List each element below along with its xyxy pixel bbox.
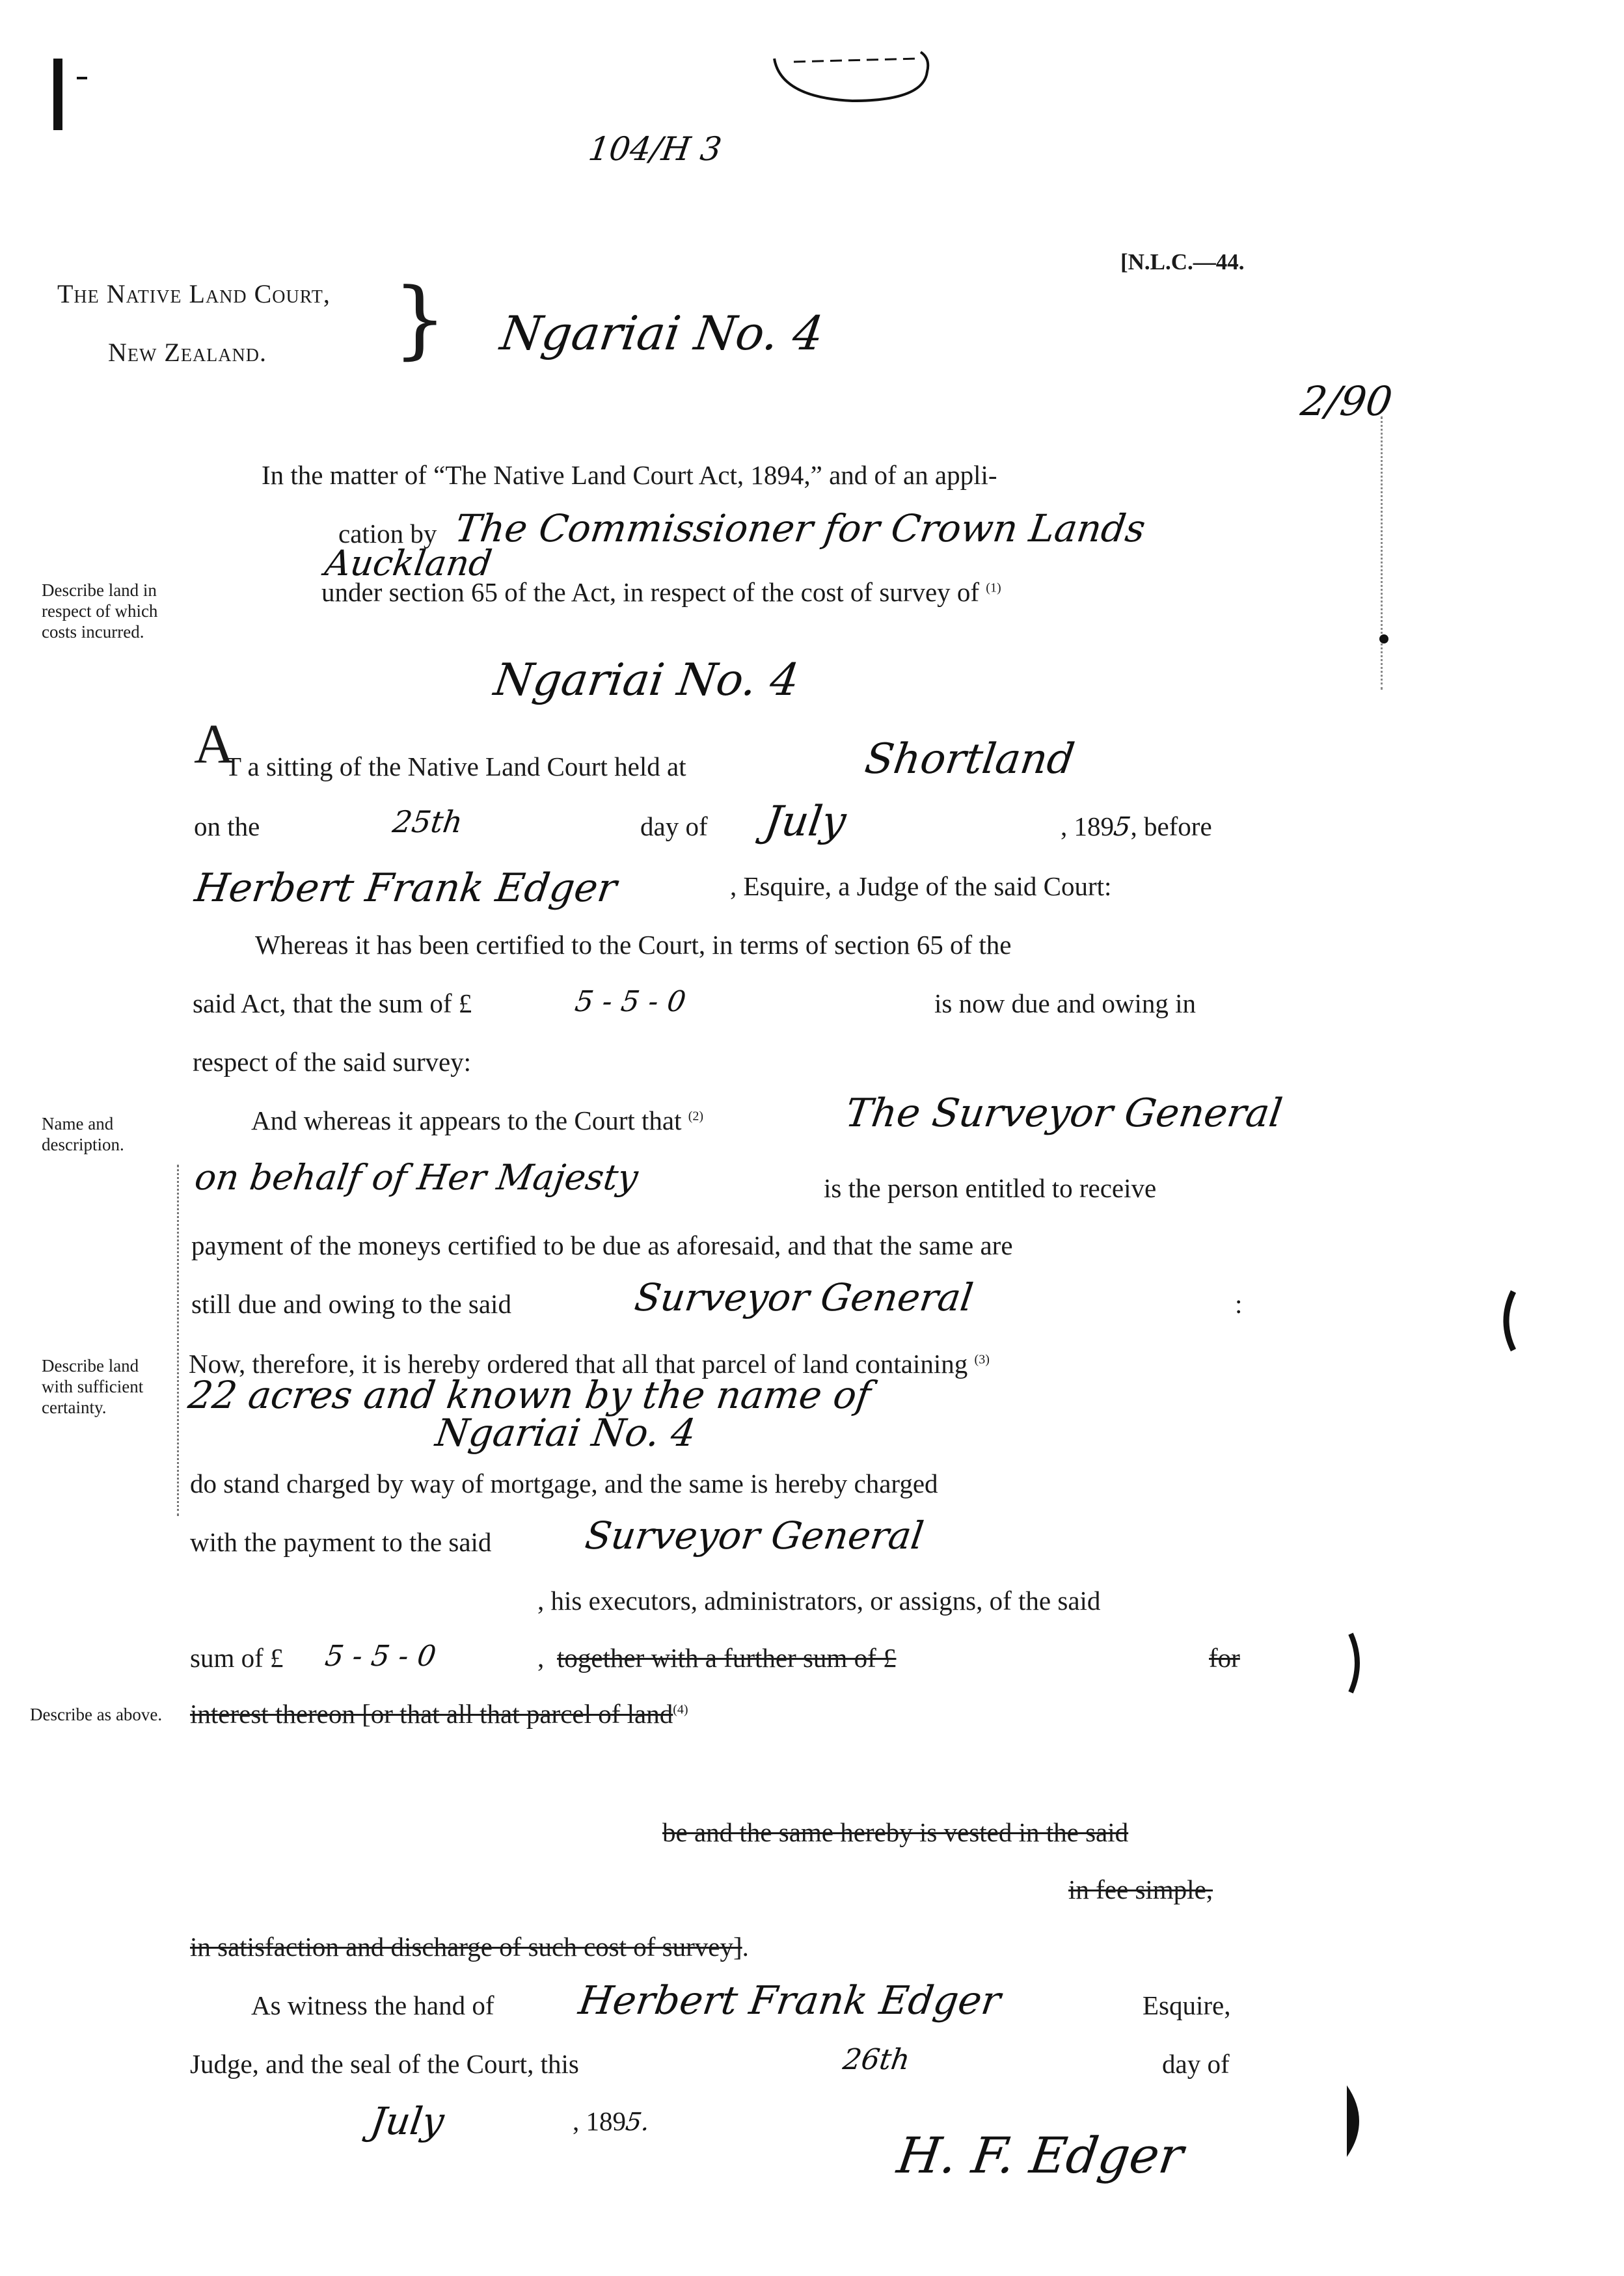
- struck-together-text: together with a further sum of £: [557, 1643, 897, 1673]
- note-ref-3: (3): [974, 1352, 990, 1367]
- now-therefore-text: Now, therefore, it is hereby ordered that all that parcel of land containing: [189, 1349, 968, 1379]
- note-ref-2: (2): [688, 1109, 704, 1124]
- sitting-text: T a sitting of the Native Land Court held at: [225, 752, 686, 781]
- day-of-label-2: day of: [1162, 2049, 1230, 2079]
- stand-charged-line: do stand charged by way of mortgage, and the same is hereby charged: [190, 1469, 938, 1498]
- before-label: , before: [1130, 811, 1212, 841]
- block-name: Ngariai No. 4: [497, 306, 827, 360]
- left-dotted-margin: [177, 1165, 179, 1516]
- matter-line: In the matter of “The Native Land Court Act, 1894,” and of an appli-: [262, 460, 997, 490]
- binding-mark: [53, 59, 62, 130]
- esquire-judge-text: , Esquire, a Judge of the said Court:: [730, 871, 1112, 901]
- surveyor-hand: Surveyor General: [632, 1275, 976, 1320]
- year-prefix: , 189: [1061, 811, 1114, 841]
- land-name-hand: Ngariai No. 4: [491, 655, 803, 706]
- drop-cap-a: A: [194, 712, 235, 775]
- year-hand: 5: [1111, 812, 1133, 842]
- file-ref: 2/90: [1297, 377, 1396, 425]
- binding-mark-tick: [77, 77, 87, 79]
- sum-hand: 5 - 5 - 0: [573, 985, 688, 1018]
- struck-for-text: for: [1209, 1643, 1240, 1673]
- margin-note-3: Describe land with sufficient certainty.: [42, 1356, 144, 1417]
- court-brace: }: [393, 269, 447, 368]
- section-65-text: under section 65 of the Act, in respect of the cost of survey of: [321, 577, 980, 607]
- surveyor-hand-2: Surveyor General: [582, 1513, 927, 1558]
- person-hand: The Surveyor General: [843, 1091, 1285, 1136]
- judge-seal-text: Judge, and the seal of the Court, this: [190, 2049, 579, 2079]
- edge-bracket-1: [1494, 1288, 1520, 1353]
- on-the-label: on the: [194, 811, 260, 841]
- person-hand-2: on behalf of Her Majesty: [192, 1157, 641, 1198]
- margin-note-2: Name and description.: [42, 1114, 124, 1154]
- edge-bracket-2: [1344, 1631, 1370, 1696]
- edge-bracket-3: [1343, 2082, 1373, 2160]
- form-code: [N.L.C.—44.: [1120, 249, 1245, 275]
- struck-fee-text: in fee simple,: [1068, 1875, 1213, 1904]
- judge-signature: H. F. Edger: [893, 2126, 1187, 2184]
- final-period: .: [742, 1932, 749, 1962]
- note-ref-4: (4): [673, 1702, 688, 1717]
- witness-esquire: Esquire,: [1143, 1990, 1231, 2020]
- witness-day-hand: 26th: [841, 2043, 912, 2076]
- court-heading-line1: The Native Land Court,: [57, 279, 331, 308]
- land-name-hand-2: Ngariai No. 4: [433, 1411, 699, 1455]
- day-hand: 25th: [390, 804, 465, 839]
- still-due-text: still due and owing to the said: [191, 1289, 511, 1319]
- applicant-hand-2: Auckland: [322, 543, 494, 584]
- now-due-text: is now due and owing in: [934, 988, 1196, 1018]
- with-payment-text: with the payment to the said: [190, 1527, 492, 1557]
- sum-of-text: sum of £: [190, 1643, 284, 1673]
- place-hand: Shortland: [861, 735, 1077, 783]
- margin-note-1: Describe land in respect of which costs incurred.: [42, 580, 158, 642]
- respect-survey-text: respect of the said survey:: [193, 1047, 472, 1077]
- acres-hand: 22 acres and known by the name of: [185, 1373, 874, 1417]
- year-line: [1061, 813, 1212, 840]
- still-due-colon: :: [1235, 1289, 1243, 1319]
- margin-note-4: Describe as above.: [30, 1705, 163, 1724]
- sum-hand-2: 5 - 5 - 0: [323, 1640, 439, 1673]
- judge-hand: Herbert Frank Edger: [192, 865, 620, 911]
- ref-number: 104/H 3: [586, 130, 724, 168]
- day-of-label: day of: [640, 811, 708, 841]
- witness-prefix: As witness the hand of: [251, 1990, 494, 2020]
- whereas-appears: [251, 1107, 703, 1134]
- witness-month-hand: July: [368, 2099, 447, 2143]
- applicant-hand: The Commissioner for Crown Lands: [452, 506, 1148, 550]
- struck-interest-line: [190, 1701, 688, 1727]
- struck-satisfaction-text: in satisfaction and discharge of such cost of survey]: [190, 1932, 742, 1962]
- section-65-line: [321, 579, 1001, 606]
- month-hand: July: [761, 798, 849, 846]
- year-hand-2: 5.: [623, 2107, 652, 2136]
- payment-line: payment of the moneys certified to be due as aforesaid, and that the same are: [191, 1230, 1013, 1260]
- year-line-2: [573, 2106, 652, 2136]
- application-by-label: cation by: [338, 519, 437, 549]
- struck-interest-text: interest thereon [or that all that parcel of land: [190, 1699, 673, 1729]
- person-entitled-text: is the person entitled to receive: [824, 1173, 1157, 1203]
- edge-dots: [1381, 416, 1383, 690]
- court-heading-line2: New Zealand.: [108, 338, 267, 367]
- whereas-certified: Whereas it has been certified to the Court, in terms of section 65 of the: [255, 930, 1012, 960]
- whereas-appears-text: And whereas it appears to the Court that: [251, 1105, 682, 1135]
- witness-judge-hand: Herbert Frank Edger: [576, 1978, 1004, 2024]
- executors-line: , his executors, administrators, or assigns, of the said: [537, 1586, 1101, 1616]
- edge-dot: [1379, 634, 1388, 644]
- top-oval-mark: [768, 46, 937, 111]
- together-comma: ,: [537, 1643, 545, 1673]
- struck-satisfaction-line: [190, 1934, 749, 1960]
- note-ref-1: (1): [986, 580, 1001, 595]
- struck-vested-text: be and the same hereby is vested in the said: [662, 1817, 1129, 1847]
- year-prefix-2: , 189: [573, 2106, 626, 2136]
- said-act-sum: said Act, that the sum of £: [193, 988, 472, 1018]
